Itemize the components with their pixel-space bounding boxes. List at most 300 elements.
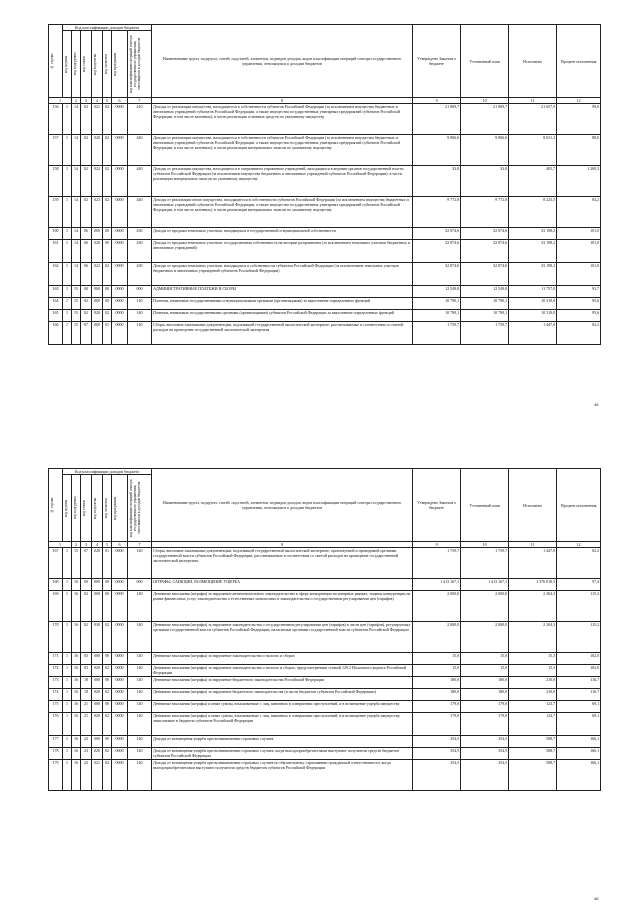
code-cell: 00 bbox=[103, 591, 112, 622]
col-number: 3 bbox=[81, 98, 92, 104]
code-cell: 0000 bbox=[112, 548, 128, 579]
code-cell: 0000 bbox=[112, 689, 128, 701]
code-cell: 0000 bbox=[112, 166, 128, 197]
code-cell: 16 bbox=[72, 653, 81, 665]
code-cell: 020 bbox=[92, 665, 103, 677]
code-cell: 430 bbox=[128, 228, 152, 240]
code-cell: 140 bbox=[128, 665, 152, 677]
code-cell: 1 bbox=[63, 104, 72, 135]
approved-cell: 9 772,8 bbox=[413, 197, 461, 228]
name-cell: Сборы, вносимые заказчиками документации, подлежащей государственной экологической экспертизе, рассчитываемые в соответствии со сметой расходов на проведение государственной экологической экспертизы bbox=[152, 322, 413, 345]
col-element-header: код элемента bbox=[104, 498, 108, 518]
col-number: 8 bbox=[152, 98, 413, 104]
code-cell: 1 bbox=[63, 689, 72, 701]
code-cell: 00 bbox=[103, 677, 112, 689]
approved-cell: 354,5 bbox=[413, 736, 461, 748]
approved-cell: 15,0 bbox=[413, 665, 461, 677]
refined-cell: 354,5 bbox=[461, 736, 509, 748]
col-number: 9 bbox=[413, 98, 461, 104]
col-executed-header: Исполнено bbox=[509, 469, 557, 542]
code-cell: 14 bbox=[72, 135, 81, 166]
code-cell: 0000 bbox=[112, 713, 128, 736]
table-header bbox=[49, 25, 601, 104]
code-cell: 000 bbox=[92, 579, 103, 591]
code-cell: 021 bbox=[92, 104, 103, 135]
refined-cell: 180,0 bbox=[461, 689, 509, 701]
col-number: 10 bbox=[461, 542, 509, 548]
code-cell: 1 bbox=[63, 286, 72, 298]
code-cell: 02 bbox=[103, 166, 112, 197]
refined-cell: 354,5 bbox=[461, 760, 509, 791]
percent-cell: 1 200,3 bbox=[557, 166, 601, 197]
code-cell: 15 bbox=[72, 310, 81, 322]
code-cell: 02 bbox=[103, 622, 112, 653]
executed-cell: 588,7 bbox=[509, 736, 557, 748]
name-cell: Денежные взыскания (штрафы) за нарушение законодательства о налогах и сборах, предусмотренные статьей 129.2 Налогового кодекса Российской Федерации bbox=[152, 665, 413, 677]
refined-cell: 2 000,0 bbox=[461, 622, 509, 653]
code-cell: 00 bbox=[81, 579, 92, 591]
code-cell: 440 bbox=[128, 197, 152, 228]
name-cell: Денежные взыскания (штрафы) и иные суммы, взыскиваемые с лиц, виновных в совершении преступлений, и в возмещение ущерба имуществу bbox=[152, 701, 413, 713]
col-approved-header: Утверждено Законом о бюджете bbox=[413, 25, 461, 98]
approved-cell: 2 000,0 bbox=[413, 591, 461, 622]
code-cell: 1 bbox=[63, 166, 72, 197]
row-number-cell: 163 bbox=[49, 286, 63, 298]
row-number-cell: 162 bbox=[49, 263, 63, 286]
code-cell: 140 bbox=[128, 736, 152, 748]
table-row bbox=[49, 166, 601, 197]
col-number: 9 bbox=[413, 542, 461, 548]
approved-cell: 2 000,0 bbox=[413, 622, 461, 653]
col-kosgu-header: код классификации операций сектора государственного управления, относящихся к доходам бюджетов bbox=[129, 35, 141, 93]
code-cell: 000 bbox=[128, 286, 152, 298]
code-cell: 02 bbox=[81, 591, 92, 622]
executed-cell: 210,0 bbox=[509, 677, 557, 689]
code-cell: 000 bbox=[92, 286, 103, 298]
refined-cell: 15,0 bbox=[461, 665, 509, 677]
code-cell: 430 bbox=[128, 240, 152, 263]
code-cell: 02 bbox=[103, 760, 112, 791]
executed-cell: 8 225,5 bbox=[509, 197, 557, 228]
row-number-cell: 168 bbox=[49, 579, 63, 591]
code-cell: 1 bbox=[63, 548, 72, 579]
code-cell: 02 bbox=[103, 713, 112, 736]
code-cell: 1 bbox=[63, 591, 72, 622]
row-number-cell: 178 bbox=[49, 748, 63, 760]
col-number: 4 bbox=[92, 98, 103, 104]
code-cell: 1 bbox=[63, 677, 72, 689]
code-cell: 0000 bbox=[112, 653, 128, 665]
col-percent-header: Процент исполнения bbox=[557, 25, 601, 98]
code-cell: 14 bbox=[72, 197, 81, 228]
executed-cell: 15,3 bbox=[509, 653, 557, 665]
executed-cell: 8 631,2 bbox=[509, 135, 557, 166]
approved-cell: 179,0 bbox=[413, 713, 461, 736]
name-cell: Доходы от возмещения ущерба при возникновении страховых случаев, когда выгодоприобретателями выступают получатели средств бюджетов субъектов Российской Федерации bbox=[152, 748, 413, 760]
percent-cell: 116,7 bbox=[557, 677, 601, 689]
table-row bbox=[49, 548, 601, 579]
refined-cell: 32 874,6 bbox=[461, 228, 509, 240]
name-cell: Доходы от продажи земельных участков, находящихся в государственной и муниципальной собственности bbox=[152, 228, 413, 240]
code-cell: 140 bbox=[128, 713, 152, 736]
table-row bbox=[49, 653, 601, 665]
executed-cell: 2 304,3 bbox=[509, 622, 557, 653]
percent-cell: 166,1 bbox=[557, 760, 601, 791]
executed-cell: 123,7 bbox=[509, 701, 557, 713]
name-cell: Денежные взыскания (штрафы) за нарушение бюджетного законодательства Российской Федерации bbox=[152, 677, 413, 689]
code-cell: 1 bbox=[63, 665, 72, 677]
table-row bbox=[49, 591, 601, 622]
code-cell: 16 bbox=[72, 760, 81, 791]
code-cell: 03 bbox=[81, 665, 92, 677]
code-cell: 16 bbox=[72, 713, 81, 736]
code-cell: 1 bbox=[63, 748, 72, 760]
col-number: 11 bbox=[509, 98, 557, 104]
executed-cell: 2 304,3 bbox=[509, 591, 557, 622]
name-cell: Денежные взыскания (штрафы) за нарушение законодательства о налогах и сборах bbox=[152, 653, 413, 665]
row-number-cell: 157 bbox=[49, 135, 63, 166]
col-number: 2 bbox=[72, 98, 81, 104]
approved-cell: 1 759,7 bbox=[413, 322, 461, 345]
col-row-header: № строки bbox=[50, 53, 54, 69]
code-cell: 14 bbox=[72, 228, 81, 240]
code-cell: 16 bbox=[72, 677, 81, 689]
col-percent-header: Процент исполнения bbox=[557, 469, 601, 542]
executed-cell: 210,0 bbox=[509, 689, 557, 701]
code-cell: 16 bbox=[72, 701, 81, 713]
name-cell: Денежные взыскания (штрафы) за нарушение бюджетного законодательства (в части бюджетов субъектов Российской Федерации) bbox=[152, 689, 413, 701]
col-subgroup-header: код подгруппы bbox=[73, 496, 77, 520]
code-cell: 440 bbox=[128, 135, 152, 166]
col-row-header: № строки bbox=[50, 497, 54, 513]
refined-cell: 9 806,6 bbox=[461, 135, 509, 166]
percent-cell: 166,1 bbox=[557, 736, 601, 748]
code-cell: 01 bbox=[103, 322, 112, 345]
col-article-header: код статьи bbox=[82, 56, 86, 72]
executed-cell: 1 376 018,3 bbox=[509, 579, 557, 591]
code-cell: 00 bbox=[103, 701, 112, 713]
row-number-cell: 164 bbox=[49, 298, 63, 310]
code-cell: 1 bbox=[63, 197, 72, 228]
code-cell: 14 bbox=[72, 263, 81, 286]
executed-cell: 1 447,0 bbox=[509, 322, 557, 345]
name-cell: Денежные взыскания (штрафы) за нарушение законодательства о государственном регулировании цен (тарифов) в части цен (тарифов), регулируемых органами государственной власти субъектов Российской Федерации, налагаемые органами государственной власти субъектов Российской Федерации bbox=[152, 622, 413, 653]
code-cell: 021 bbox=[92, 760, 103, 791]
code-cell: 1 bbox=[63, 240, 72, 263]
code-cell: 020 bbox=[92, 135, 103, 166]
approved-cell: 10 790,1 bbox=[413, 310, 461, 322]
code-cell: 16 bbox=[72, 736, 81, 748]
code-cell: 1 bbox=[63, 263, 72, 286]
code-cell: 000 bbox=[92, 228, 103, 240]
percent-cell: 95,6 bbox=[557, 310, 601, 322]
executed-cell: 33 198,2 bbox=[509, 263, 557, 286]
col-number: 1 bbox=[49, 98, 72, 104]
col-kosgu-header: код классификации операций сектора государственного управления, относящихся к доходам бюджетов bbox=[129, 479, 141, 537]
table-row bbox=[49, 579, 601, 591]
percent-cell: 82,2 bbox=[557, 322, 601, 345]
col-number: 2 bbox=[72, 542, 81, 548]
code-cell: 140 bbox=[128, 748, 152, 760]
row-number-cell: 179 bbox=[49, 760, 63, 791]
code-cell: 02 bbox=[81, 135, 92, 166]
code-cell: 410 bbox=[128, 104, 152, 135]
code-cell: 23 bbox=[81, 760, 92, 791]
code-cell: 16 bbox=[72, 689, 81, 701]
code-cell: 0000 bbox=[112, 298, 128, 310]
code-cell: 02 bbox=[103, 665, 112, 677]
row-number-cell: 172 bbox=[49, 665, 63, 677]
executed-cell: 33 198,2 bbox=[509, 228, 557, 240]
col-refined-header: Уточненный план bbox=[461, 25, 509, 98]
code-cell: 18 bbox=[81, 689, 92, 701]
code-cell: 15 bbox=[72, 286, 81, 298]
name-cell: Денежные взыскания (штрафы) и иные суммы, взыскиваемые с лиц, виновных в совершении преступлений, и в возмещение ущерба имуществу, зачисляемые в бюджеты субъектов Российской Федерации bbox=[152, 713, 413, 736]
code-cell: 02 bbox=[103, 748, 112, 760]
table-row bbox=[49, 240, 601, 263]
code-cell: 000 bbox=[92, 736, 103, 748]
page-45 bbox=[48, 24, 600, 407]
percent-cell: 101,0 bbox=[557, 228, 601, 240]
approved-cell: 15,0 bbox=[413, 653, 461, 665]
code-cell: 0000 bbox=[112, 240, 128, 263]
table-row bbox=[49, 197, 601, 228]
percent-cell: 93,7 bbox=[557, 286, 601, 298]
code-cell: 01 bbox=[103, 548, 112, 579]
code-cell: 140 bbox=[128, 622, 152, 653]
page-number: 46 bbox=[594, 896, 599, 901]
code-cell: 020 bbox=[92, 748, 103, 760]
row-number-cell: 160 bbox=[49, 228, 63, 240]
refined-cell: 10 790,1 bbox=[461, 310, 509, 322]
name-cell: ШТРАФЫ, САНКЦИИ, ВОЗМЕЩЕНИЕ УЩЕРБА bbox=[152, 579, 413, 591]
col-name-header: Наименование групп, подгрупп, статей, подстатей, элементов, подвидов доходов, кодов классификации операций сектора государственного управления, относящихся к доходам бюджетов bbox=[152, 25, 413, 98]
refined-cell: 179,0 bbox=[461, 713, 509, 736]
code-cell: 020 bbox=[92, 713, 103, 736]
code-cell: 0000 bbox=[112, 322, 128, 345]
code-cell: 16 bbox=[72, 591, 81, 622]
code-cell: 16 bbox=[72, 622, 81, 653]
code-cell: 1 bbox=[63, 760, 72, 791]
code-cell: 14 bbox=[72, 166, 81, 197]
table-row bbox=[49, 622, 601, 653]
code-cell: 140 bbox=[128, 677, 152, 689]
refined-cell: 354,5 bbox=[461, 748, 509, 760]
code-cell: 000 bbox=[128, 579, 152, 591]
code-cell: 000 bbox=[92, 298, 103, 310]
code-cell: 0000 bbox=[112, 677, 128, 689]
code-cell: 022 bbox=[92, 166, 103, 197]
code-cell: 000 bbox=[92, 701, 103, 713]
percent-cell: 101,0 bbox=[557, 263, 601, 286]
code-cell: 16 bbox=[72, 665, 81, 677]
group-title-header: Код классификации доходов бюджета bbox=[63, 25, 152, 31]
code-cell: 06 bbox=[81, 263, 92, 286]
executed-cell: 10 310,0 bbox=[509, 298, 557, 310]
percent-cell: 97,4 bbox=[557, 579, 601, 591]
code-cell: 020 bbox=[92, 689, 103, 701]
code-cell: 0000 bbox=[112, 104, 128, 135]
table-row bbox=[49, 713, 601, 736]
percent-cell: 99,0 bbox=[557, 104, 601, 135]
col-program-header: код программы bbox=[113, 52, 117, 76]
code-cell: 02 bbox=[81, 104, 92, 135]
name-cell: Платежи, взимаемые государственными органами (организациями) субъектов Российской Федерации за выполнение определенных функций bbox=[152, 310, 413, 322]
row-number-cell: 174 bbox=[49, 689, 63, 701]
refined-cell: 179,0 bbox=[461, 701, 509, 713]
code-cell: 1 bbox=[63, 322, 72, 345]
table-row bbox=[49, 228, 601, 240]
code-cell: 00 bbox=[103, 286, 112, 298]
code-cell: 02 bbox=[103, 310, 112, 322]
code-cell: 21 bbox=[81, 713, 92, 736]
name-cell: Доходы от реализации имущества, находящегося в собственности субъектов Российской Федерации (за исключением имущества бюджетных и автономных учреждений субъектов Российской Федерации, а также имущества государственных унитарных предприятий субъектов Российской Федерации, в том числе казенных), в части реализации материальных запасов по указанному имуществу bbox=[152, 135, 413, 166]
executed-cell: 10 310,0 bbox=[509, 310, 557, 322]
code-cell: 06 bbox=[81, 240, 92, 263]
refined-cell: 9 772,8 bbox=[461, 197, 509, 228]
table-row bbox=[49, 310, 601, 322]
code-cell: 15 bbox=[72, 548, 81, 579]
col-group-header: код группы bbox=[64, 499, 68, 517]
col-number: 11 bbox=[509, 542, 557, 548]
code-cell: 02 bbox=[103, 263, 112, 286]
table-row bbox=[49, 286, 601, 298]
code-cell: 14 bbox=[72, 104, 81, 135]
table-body bbox=[49, 104, 601, 345]
row-number-cell: 156 bbox=[49, 104, 63, 135]
code-cell: 1 bbox=[63, 579, 72, 591]
table-header bbox=[49, 469, 601, 548]
code-cell: 140 bbox=[128, 591, 152, 622]
code-cell: 1 bbox=[63, 135, 72, 166]
code-cell: 0000 bbox=[112, 197, 128, 228]
col-number: 5 bbox=[103, 542, 112, 548]
col-name-header: Наименование групп, подгрупп, статей, подстатей, элементов, подвидов доходов, кодов классификации операций сектора государственного управления, относящихся к доходам бюджетов bbox=[152, 469, 413, 542]
col-number: 1 bbox=[49, 542, 72, 548]
percent-cell: 102,0 bbox=[557, 653, 601, 665]
code-cell: 0000 bbox=[112, 591, 128, 622]
col-group-header: код группы bbox=[64, 55, 68, 73]
code-cell: 0000 bbox=[112, 310, 128, 322]
code-cell: 00 bbox=[81, 286, 92, 298]
revenue-table-page-45 bbox=[48, 24, 601, 345]
approved-cell: 32 874,6 bbox=[413, 240, 461, 263]
page-number: 45 bbox=[594, 402, 599, 407]
code-cell: 0000 bbox=[112, 622, 128, 653]
name-cell: Доходы от реализации иного имущества, находящегося в собственности субъектов Российской Федерации (за исключением имущества бюджетных и автономных учреждений субъектов Российской Федерации, а также имущества государственных унитарных предприятий субъектов Российской Федерации, в том числе казенных), в части реализации материальных запасов по указанному имуществу bbox=[152, 197, 413, 228]
refined-cell: 33,8 bbox=[461, 166, 509, 197]
col-refined-header: Уточненный план bbox=[461, 469, 509, 542]
code-cell: 020 bbox=[92, 240, 103, 263]
code-cell: 140 bbox=[128, 310, 152, 322]
refined-cell: 21 869,7 bbox=[461, 104, 509, 135]
code-cell: 16 bbox=[72, 748, 81, 760]
code-cell: 140 bbox=[128, 298, 152, 310]
code-cell: 02 bbox=[81, 622, 92, 653]
refined-cell: 1 759,7 bbox=[461, 322, 509, 345]
code-cell: 07 bbox=[81, 548, 92, 579]
percent-cell: 84,2 bbox=[557, 197, 601, 228]
code-cell: 0000 bbox=[112, 263, 128, 286]
code-cell: 0000 bbox=[112, 286, 128, 298]
code-cell: 000 bbox=[92, 653, 103, 665]
name-cell: АДМИНИСТРАТИВНЫЕ ПЛАТЕЖИ И СБОРЫ bbox=[152, 286, 413, 298]
refined-cell: 32 874,6 bbox=[461, 263, 509, 286]
code-cell: 020 bbox=[92, 310, 103, 322]
col-number: 6 bbox=[112, 542, 128, 548]
code-cell: 23 bbox=[81, 748, 92, 760]
code-cell: 07 bbox=[81, 322, 92, 345]
approved-cell: 180,0 bbox=[413, 689, 461, 701]
page-46 bbox=[48, 468, 600, 901]
col-subarticle-header: код подстатьи bbox=[93, 497, 97, 519]
code-cell: 0000 bbox=[112, 579, 128, 591]
table-row bbox=[49, 760, 601, 791]
table-row bbox=[49, 689, 601, 701]
percent-cell: 95,6 bbox=[557, 298, 601, 310]
col-number: 7 bbox=[128, 98, 152, 104]
code-cell: 00 bbox=[103, 298, 112, 310]
refined-cell: 2 000,0 bbox=[461, 591, 509, 622]
approved-cell: 12 549,8 bbox=[413, 286, 461, 298]
approved-cell: 32 874,6 bbox=[413, 263, 461, 286]
table-body bbox=[49, 548, 601, 791]
name-cell: Доходы от реализации имущества, находящегося в оперативном управлении учреждений, находящихся в ведении органов государственной власти субъектов Российской Федерации (за исключением имущества бюджетных и автономных учреждений субъектов Российской Федерации), в части реализации материальных запасов по указанному имуществу bbox=[152, 166, 413, 197]
code-cell: 02 bbox=[81, 310, 92, 322]
approved-cell: 32 874,6 bbox=[413, 228, 461, 240]
percent-cell: 101,0 bbox=[557, 240, 601, 263]
refined-cell: 180,0 bbox=[461, 677, 509, 689]
code-cell: 02 bbox=[103, 197, 112, 228]
row-number-cell: 177 bbox=[49, 736, 63, 748]
code-cell: 00 bbox=[103, 653, 112, 665]
code-cell: 06 bbox=[81, 228, 92, 240]
code-cell: 02 bbox=[81, 298, 92, 310]
row-number-cell: 161 bbox=[49, 240, 63, 263]
refined-cell: 15,0 bbox=[461, 653, 509, 665]
code-cell: 000 bbox=[92, 322, 103, 345]
code-cell: 0000 bbox=[112, 760, 128, 791]
col-number: 12 bbox=[557, 98, 601, 104]
table-row bbox=[49, 677, 601, 689]
row-number-cell: 171 bbox=[49, 653, 63, 665]
row-number-cell: 169 bbox=[49, 591, 63, 622]
percent-cell: 82,2 bbox=[557, 548, 601, 579]
code-cell: 430 bbox=[128, 263, 152, 286]
percent-cell: 115,2 bbox=[557, 591, 601, 622]
row-number-cell: 165 bbox=[49, 310, 63, 322]
code-cell: 0000 bbox=[112, 701, 128, 713]
code-cell: 1 bbox=[63, 298, 72, 310]
approved-cell: 21 869,7 bbox=[413, 104, 461, 135]
approved-cell: 354,5 bbox=[413, 748, 461, 760]
row-number-cell: 167 bbox=[49, 548, 63, 579]
col-number: 4 bbox=[92, 542, 103, 548]
col-number: 12 bbox=[557, 542, 601, 548]
code-cell: 02 bbox=[103, 689, 112, 701]
code-cell: 21 bbox=[81, 701, 92, 713]
name-cell: Платежи, взимаемые государственными и муниципальными органами (организациями) за выполнение определенных функций bbox=[152, 298, 413, 310]
row-number-cell: 159 bbox=[49, 197, 63, 228]
code-cell: 23 bbox=[81, 736, 92, 748]
code-cell: 02 bbox=[81, 166, 92, 197]
code-cell: 0000 bbox=[112, 748, 128, 760]
code-cell: 00 bbox=[103, 228, 112, 240]
code-cell: 0000 bbox=[112, 135, 128, 166]
table-row bbox=[49, 135, 601, 166]
name-cell: Доходы от возмещения ущерба при возникновении страховых случаев bbox=[152, 736, 413, 748]
name-cell: Доходы от реализации имущества, находящегося в собственности субъектов Российской Федерации (за исключением имущества бюджетных и автономных учреждений субъектов Российской Федерации, а также имущества государственных унитарных предприятий субъектов Российской Федерации, в том числе казенных), в части реализации основных средств по указанному имуществу bbox=[152, 104, 413, 135]
